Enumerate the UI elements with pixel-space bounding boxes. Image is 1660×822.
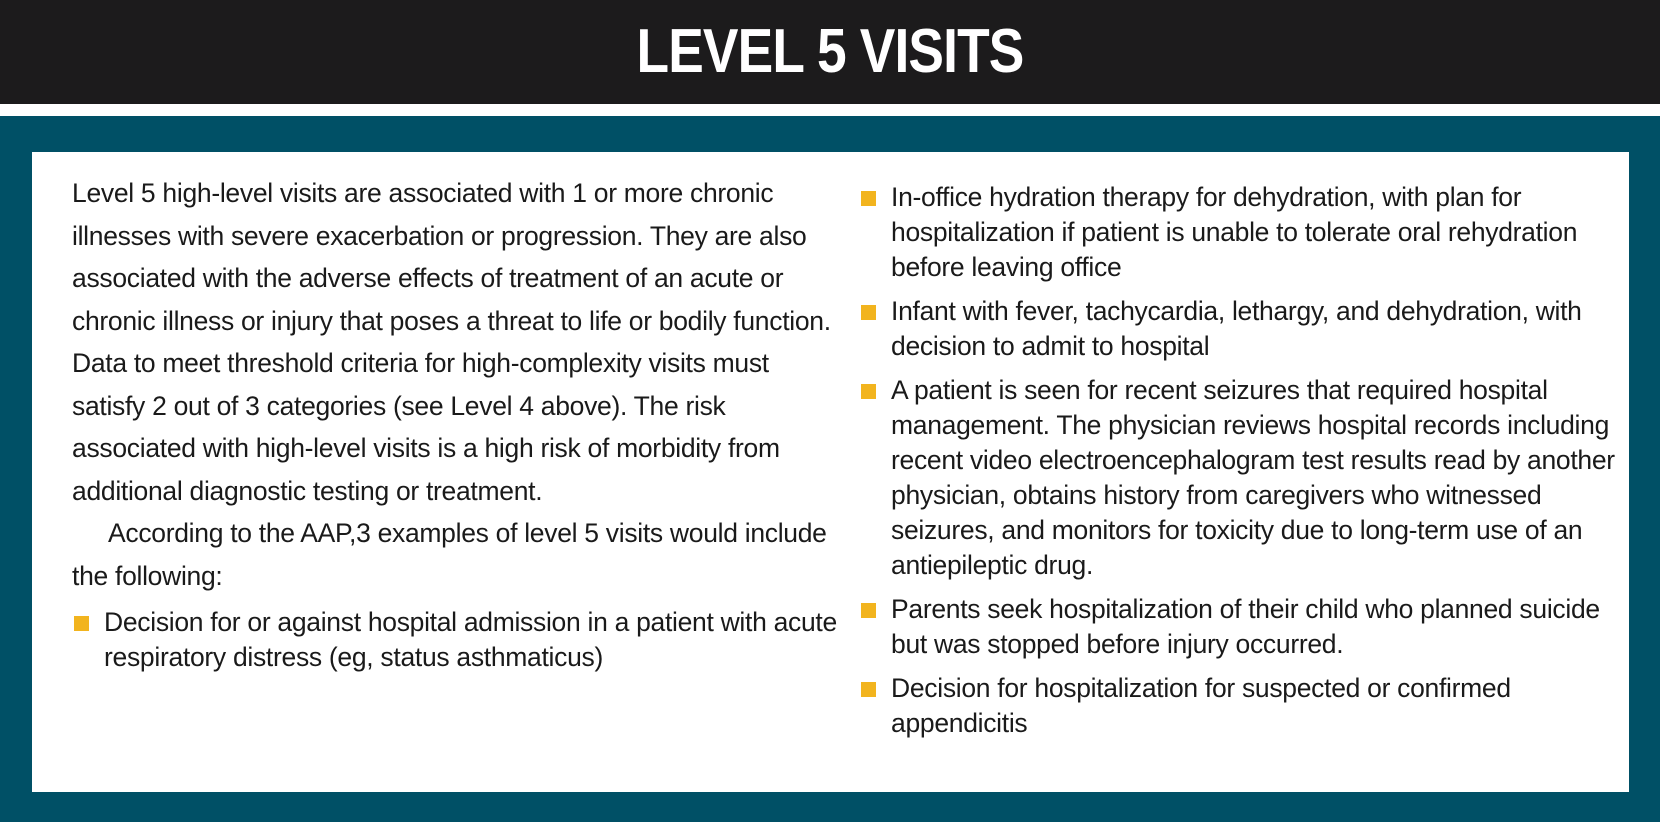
square-bullet-icon bbox=[74, 616, 89, 631]
content-panel bbox=[32, 152, 1629, 792]
list-item-text: Parents seek hospitalization of their child who planned suicide but was stopped before injury occurred. bbox=[891, 594, 1600, 659]
square-bullet-icon bbox=[861, 191, 876, 206]
square-bullet-icon bbox=[861, 682, 876, 697]
examples-lead-paragraph: According to the AAP,3 examples of level 5 visits would include the following: bbox=[72, 518, 827, 591]
page-title: LEVEL 5 VISITS bbox=[636, 17, 1024, 86]
list-item bbox=[859, 373, 1619, 583]
examples-list-right bbox=[859, 180, 1619, 741]
list-item bbox=[859, 671, 1619, 741]
list-item-text: Decision for hospitalization for suspected or confirmed appendicitis bbox=[891, 673, 1511, 738]
list-item-text: Infant with fever, tachycardia, lethargy, and dehydration, with decision to admit to hospital bbox=[891, 296, 1582, 361]
list-item bbox=[859, 294, 1619, 364]
list-item bbox=[72, 605, 842, 675]
examples-list-left bbox=[72, 605, 842, 675]
list-item bbox=[859, 592, 1619, 662]
list-item-text: A patient is seen for recent seizures that required hospital management. The physician reviews hospital records including recent video electroencephalogram test results read by another physician, obtains history from caregivers who witnessed seizures, and monitors for toxicity due to long-term use of an antiepileptic drug. bbox=[891, 375, 1615, 580]
list-item-text: In-office hydration therapy for dehydration, with plan for hospitalization if patient is unable to tolerate oral rehydration before leaving office bbox=[891, 182, 1578, 282]
square-bullet-icon bbox=[861, 384, 876, 399]
left-column bbox=[72, 172, 842, 675]
list-item bbox=[859, 180, 1619, 285]
title-bar bbox=[0, 0, 1660, 104]
square-bullet-icon bbox=[861, 305, 876, 320]
right-column bbox=[859, 180, 1619, 750]
intro-paragraph: Level 5 high-level visits are associated with 1 or more chronic illnesses with severe exacerbation or progression. They are also associated with the adverse effects of treatment of an acute or chronic illness or injury that poses a threat to life or bodily function. Data to meet threshold criteria for high-complexity visits must satisfy 2 out of 3 categories (see Level 4 above). The risk associated with high-level visits is a high risk of morbidity from additional diagnostic testing or treatment. bbox=[72, 178, 831, 506]
list-item-text: Decision for or against hospital admission in a patient with acute respiratory distress (eg, status asthmaticus) bbox=[104, 607, 837, 672]
square-bullet-icon bbox=[861, 603, 876, 618]
